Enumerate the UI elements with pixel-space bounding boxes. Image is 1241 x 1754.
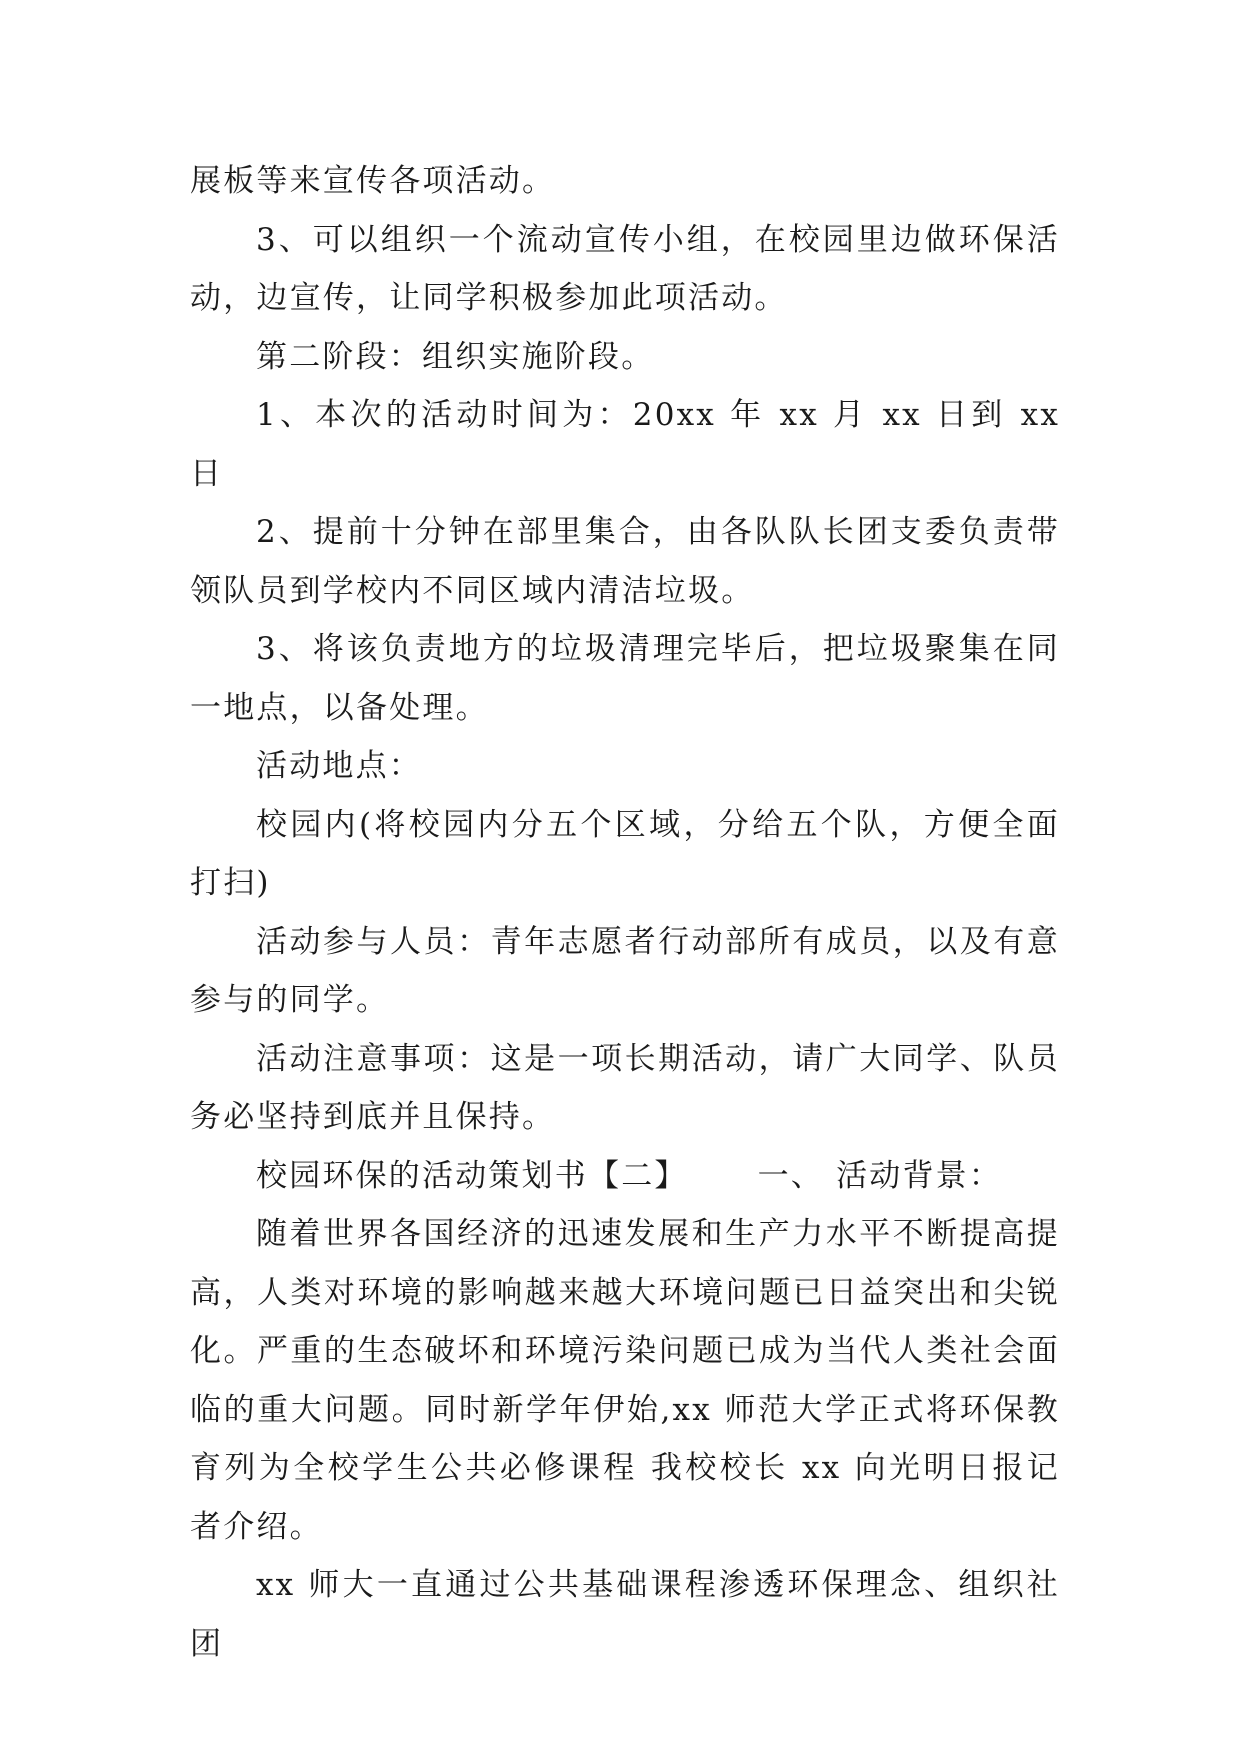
paragraph: 活动参与人员：青年志愿者行动部所有成员，以及有意参与的同学。	[190, 923, 1060, 1018]
paragraph: 活动地点：	[256, 748, 422, 784]
paragraph: 展板等来宣传各项活动。	[190, 163, 556, 199]
section-title: 校园环保的活动策划书【二】	[256, 1157, 688, 1194]
paragraph: 活动注意事项：这是一项长期活动，请广大同学、队员务必坚持到底并且保持。	[190, 1040, 1060, 1135]
paragraph: 2、提前十分钟在部里集合，由各队队长团支委负责带领队员到学校内不同区域内清洁垃圾。	[190, 514, 1060, 609]
paragraph: 随着世界各国经济的迅速发展和生产力水平不断提高提高，人类对环境的影响越来越大环境问题已日益突出和尖锐化。严重的生态破坏和环境污染问题已成为当代人类社会面临的重大问题。同时新学年伊始,xx 师范大学正式将环保教育列为全校学生公共必修课程 我校校长 xx 向光明日报记者介绍。	[190, 1216, 1060, 1545]
paragraph: 第二阶段：组织实施阶段。	[256, 338, 655, 375]
paragraph: 3、将该负责地方的垃圾清理完毕后，把垃圾聚集在同一地点，以备处理。	[190, 631, 1060, 726]
document-body	[190, 152, 1060, 1673]
section-heading	[190, 1147, 1060, 1206]
section-subheading: 一、 活动背景：	[757, 1157, 1003, 1194]
paragraph: xx 师大一直通过公共基础课程渗透环保理念、组织社团	[190, 1567, 1060, 1662]
paragraph: 校园内(将校园内分五个区域，分给五个队，方便全面打扫)	[190, 806, 1060, 901]
paragraph: 1、本次的活动时间为：20xx 年 xx 月 xx 日到 xx 日	[190, 397, 1060, 492]
paragraph: 3、可以组织一个流动宣传小组，在校园里边做环保活动，边宣传，让同学积极参加此项活动。	[190, 221, 1060, 316]
